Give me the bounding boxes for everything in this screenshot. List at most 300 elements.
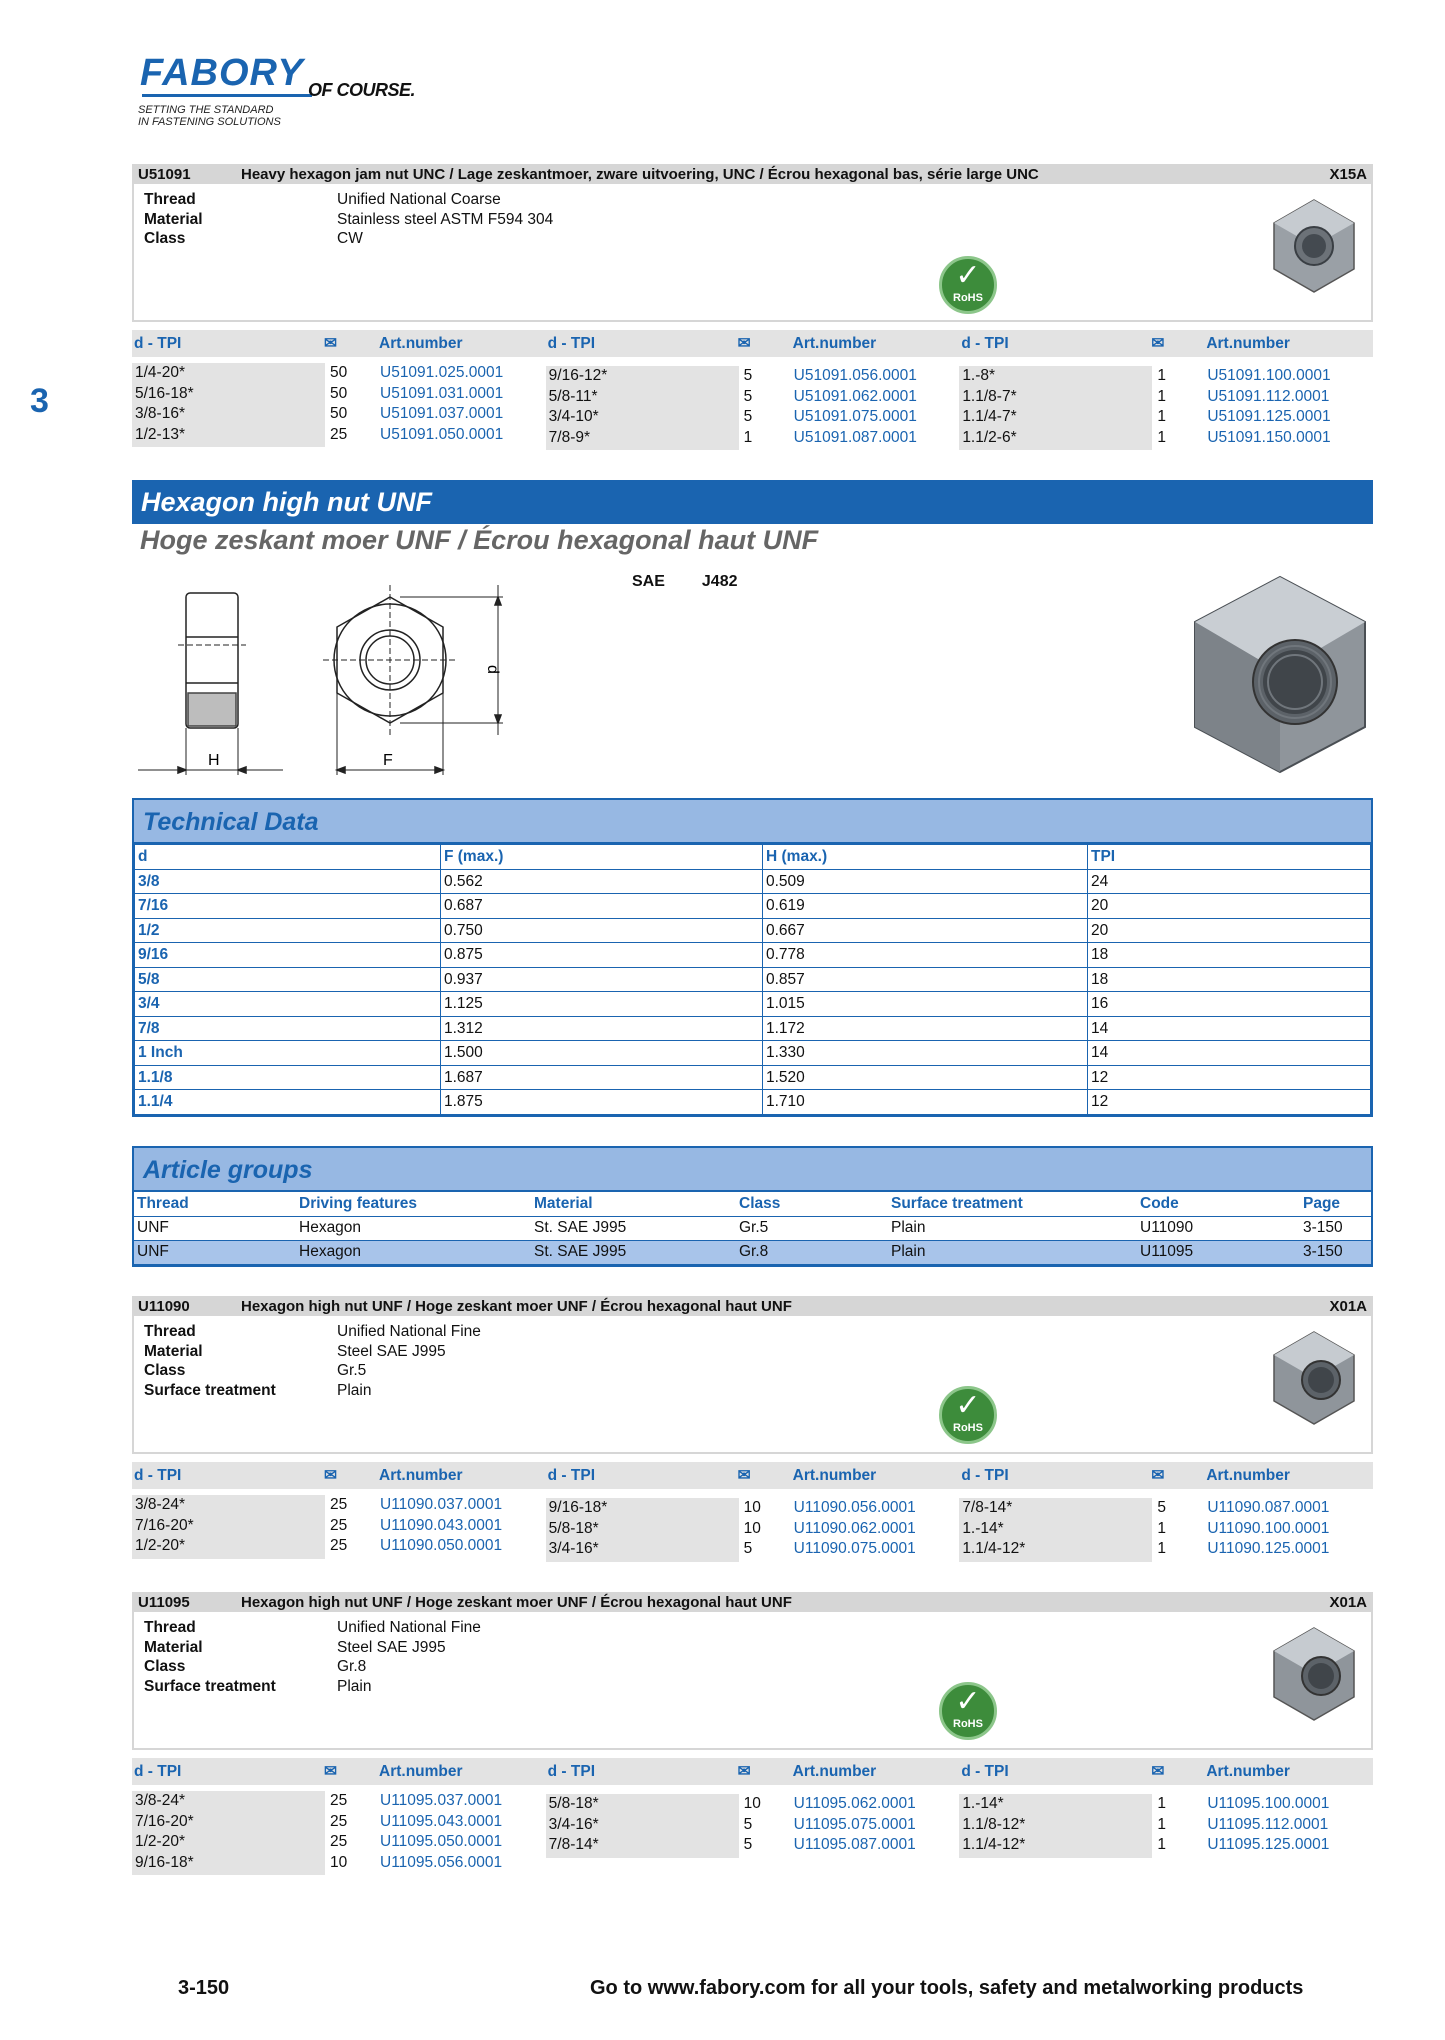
article-number-link[interactable]: U11090.100.0001 [1207,1519,1330,1537]
product-block-u11090 [132,1296,1373,1454]
std-value: J482 [701,573,738,590]
col-header-dtpi: d - TPI [547,1466,596,1484]
rohs-label: RoHS [953,1718,983,1730]
quantity-cell: 25 [330,1496,348,1514]
product-title: Hexagon high nut UNF / Hoge zeskant moer UNF / Écrou hexagonal haut UNF [241,1297,792,1315]
table-cell: 1.125 [441,992,763,1017]
order-column [132,363,546,445]
table-header-row [135,845,1371,870]
size-cell: 5/8-18* [548,1795,599,1813]
quantity-cell: 5 [743,408,753,426]
table-cell: 1.875 [441,1090,763,1115]
order-column [959,363,1373,445]
table-cell: Code [1137,1192,1300,1216]
prop-value: Stainless steel ASTM F594 304 [337,210,554,228]
prop-key: Material [144,1342,203,1360]
order-row [959,1835,1373,1856]
rohs-label: RoHS [953,1422,983,1434]
order-row [132,1832,546,1853]
table-cell: 1.710 [763,1090,1088,1115]
order-column [959,1791,1373,1873]
col-header-art: Art.number [1206,1466,1290,1484]
order-table-header [132,1462,1373,1489]
size-cell: 5/8-11* [548,387,598,405]
article-number-link[interactable]: U11095.062.0001 [793,1795,916,1813]
table-cell: 1.687 [441,1065,763,1090]
col-header-art: Art.number [379,334,463,352]
product-standard: X01A [1329,1297,1367,1315]
rohs-label: RoHS [953,292,983,304]
product-code: U51091 [138,165,191,183]
prop-key: Class [144,230,186,247]
hex-nut-photo [1269,1328,1359,1428]
product-properties [144,190,553,249]
prop-value: Gr.8 [337,1658,367,1675]
order-column [959,1495,1373,1557]
order-row [132,404,546,425]
table-cell: 5/8 [135,967,441,992]
article-number-link[interactable]: U11095.043.0001 [380,1812,503,1830]
prop-value: Steel SAE J995 [337,1342,446,1360]
order-row [959,1498,1373,1519]
prop-value: Plain [337,1381,372,1399]
table-cell: 0.937 [441,967,763,992]
quantity-cell: 1 [1157,1540,1166,1558]
article-number-link[interactable]: U51091.100.0001 [1207,367,1331,385]
prop-value: Unified National Fine [337,1323,481,1340]
order-column [546,1791,960,1873]
table-cell: 7/16 [135,894,441,919]
order-row [546,366,960,387]
size-cell: 9/16-18* [548,1499,608,1517]
package-icon: ✉ [737,335,751,352]
table-cell: 18 [1088,943,1371,968]
product-code: U11090 [138,1297,190,1315]
quantity-cell: 25 [330,1537,348,1555]
quantity-cell: 25 [330,1792,348,1810]
table-cell: F (max.) [441,845,763,870]
drawing-label-f: F [383,752,393,769]
order-column [132,1791,546,1873]
order-row [546,1794,960,1815]
table-cell: Hexagon [296,1240,531,1264]
size-cell: 1.-8* [962,367,996,385]
product-block-u51091 [132,164,1373,322]
hex-nut-photo [1269,196,1359,296]
product-standard: X15A [1329,165,1367,183]
size-cell: 1.-14* [962,1519,1004,1537]
col-header-dtpi: d - TPI [134,1466,182,1484]
drawing-label-h: H [208,752,220,769]
order-table-header [132,1758,1373,1785]
table-cell: 14 [1088,1016,1371,1041]
standard-reference [632,573,738,591]
table-cell: 1.172 [763,1016,1088,1041]
order-row [546,1498,960,1519]
table-cell: Hexagon [296,1216,531,1240]
table-row [135,1090,1371,1115]
table-cell: 0.875 [441,943,763,968]
rohs-badge-icon: ✓ RoHS [939,1682,997,1740]
table-cell: 1.500 [441,1041,763,1066]
table-row [135,943,1371,968]
table-cell: Plain [888,1240,1137,1264]
logo-underline [142,94,312,97]
table-row [134,1240,1371,1264]
article-number-link[interactable]: U11095.050.0001 [380,1833,503,1851]
table-cell: H (max.) [763,845,1088,870]
package-icon: ✉ [324,335,337,352]
std-label: SAE [632,573,665,590]
size-cell: 1.1/2-6* [962,428,1017,446]
article-number-link[interactable]: U11095.125.0001 [1207,1836,1330,1854]
prop-key: Material [144,1638,203,1656]
article-number-link[interactable]: U11095.112.0001 [1207,1815,1329,1833]
table-cell: 24 [1088,869,1371,894]
col-header-art: Art.number [379,1762,463,1780]
table-cell: Material [531,1192,736,1216]
page-number: 3-150 [178,1977,230,1999]
order-table-u11090 [132,1462,1373,1557]
product-header [132,164,1373,184]
package-icon: ✉ [1151,1763,1165,1780]
hex-nut-photo [1185,572,1375,782]
article-number-link[interactable]: U51091.125.0001 [1207,408,1331,426]
package-icon: ✉ [1151,335,1165,352]
table-cell: 1/2 [135,918,441,943]
tagline-line-1: SETTING THE STANDARD [138,104,274,116]
article-number-link[interactable]: U11095.100.0001 [1207,1795,1330,1813]
prop-key: Class [144,1658,186,1675]
table-row [135,1016,1371,1041]
article-number-link[interactable]: U51091.150.0001 [1207,428,1331,446]
prop-key: Thread [144,191,196,208]
prop-key: Thread [144,1619,196,1636]
table-cell: 1.015 [763,992,1088,1017]
size-cell: 7/8-14* [548,1836,599,1854]
quantity-cell: 50 [330,384,348,402]
quantity-cell: 5 [743,367,753,385]
col-header-art: Art.number [792,1762,877,1780]
product-block-u11095 [132,1592,1373,1750]
size-cell: 3/4-16* [548,1540,599,1558]
order-table-body [132,363,1373,445]
order-row [132,1812,546,1833]
quantity-cell: 25 [330,1812,348,1830]
order-column [132,1495,546,1557]
table-cell: 12 [1088,1065,1371,1090]
product-code: U11095 [138,1593,190,1611]
col-header-art: Art.number [792,334,877,352]
table-cell: 9/16 [135,943,441,968]
quantity-cell: 1 [1157,1836,1166,1854]
table-cell: Class [736,1192,888,1216]
article-number-link[interactable]: U11095.056.0001 [380,1853,503,1871]
product-standard: X01A [1329,1593,1367,1611]
size-cell: 3/4-16* [548,1815,599,1833]
order-table-header [132,330,1373,357]
order-row [132,363,546,384]
table-cell: Gr.5 [736,1216,888,1240]
article-number-link[interactable]: U11095.087.0001 [793,1836,916,1854]
col-header-dtpi: d - TPI [134,334,182,352]
article-number-link[interactable]: U11090.056.0001 [793,1499,916,1517]
size-cell: 9/16-18* [135,1853,194,1871]
quantity-cell: 1 [1157,367,1166,385]
quantity-cell: 25 [330,425,348,443]
table-cell: 1.312 [441,1016,763,1041]
article-number-link[interactable]: U11090.087.0001 [1207,1499,1330,1517]
article-number-link[interactable]: U11090.050.0001 [380,1537,503,1555]
article-groups-table [134,1192,1371,1265]
order-row [132,1516,546,1537]
table-cell: 0.619 [763,894,1088,919]
quantity-cell: 1 [1157,1795,1166,1813]
table-cell: 1.1/4 [135,1090,441,1115]
table-cell: 0.667 [763,918,1088,943]
size-cell: 1/2-20* [135,1537,185,1555]
table-row [135,1065,1371,1090]
package-icon: ✉ [737,1467,751,1484]
table-cell: Driving features [296,1192,531,1216]
article-number-link[interactable]: U51091.112.0001 [1207,387,1330,405]
table-header-row [134,1192,1371,1216]
order-row [959,366,1373,387]
size-cell: 3/8-24* [135,1792,185,1810]
technical-data-table [134,844,1371,1115]
drawing-label-d: d [484,665,501,674]
order-row [546,1835,960,1856]
table-cell: 0.857 [763,967,1088,992]
size-cell: 7/16-20* [135,1516,194,1534]
col-header-dtpi: d - TPI [961,334,1009,352]
size-cell: 1.1/4-7* [962,408,1017,426]
col-header-dtpi: d - TPI [961,1762,1009,1780]
prop-key: Material [144,210,203,228]
package-icon: ✉ [324,1763,337,1780]
article-number-link[interactable]: U11090.075.0001 [793,1540,916,1558]
quantity-cell: 25 [330,1516,348,1534]
table-cell: Surface treatment [888,1192,1137,1216]
table-row [135,992,1371,1017]
product-title: Hexagon high nut UNF / Hoge zeskant moer UNF / Écrou hexagonal haut UNF [241,1593,792,1611]
size-cell: 7/8-14* [962,1499,1013,1517]
table-cell: 0.509 [763,869,1088,894]
article-number-link[interactable]: U51091.037.0001 [380,405,504,423]
order-row [959,407,1373,428]
order-row [546,1539,960,1560]
size-cell: 1.-14* [962,1795,1004,1813]
order-table-body [132,1495,1373,1557]
rohs-badge-icon: ✓ RoHS [939,256,997,314]
table-row [135,1041,1371,1066]
table-row [135,894,1371,919]
table-cell: 20 [1088,918,1371,943]
brand-of-course: OF COURSE. [308,80,416,100]
article-number-link[interactable]: U11090.037.0001 [380,1496,503,1514]
size-cell: 1/2-13* [135,425,185,443]
table-cell: 0.750 [441,918,763,943]
article-number-link[interactable]: U11090.062.0001 [793,1519,916,1537]
table-cell: 0.778 [763,943,1088,968]
article-number-link[interactable]: U51091.025.0001 [380,364,504,382]
package-icon: ✉ [1151,1467,1165,1484]
col-header-art: Art.number [1206,1762,1290,1780]
article-number-link[interactable]: U11095.075.0001 [793,1815,916,1833]
col-header-dtpi: d - TPI [547,1762,596,1780]
table-cell: St. SAE J995 [531,1216,736,1240]
article-number-link[interactable]: U51091.087.0001 [793,428,917,446]
footer-text: Go to www.fabory.com for all your tools, safety and metalworking products [590,1977,1304,1999]
table-cell: Plain [888,1216,1137,1240]
table-cell: 1.330 [763,1041,1088,1066]
article-groups-panel [132,1146,1373,1267]
quantity-cell: 10 [743,1499,761,1517]
table-cell: Thread [134,1192,296,1216]
table-cell: 7/8 [135,1016,441,1041]
fabory-logo [138,52,458,132]
article-groups-title: Article groups [134,1148,1371,1192]
article-number-link[interactable]: U11090.043.0001 [380,1516,503,1534]
technical-drawing [138,585,518,785]
order-row [546,428,960,449]
table-cell: 3/8 [135,869,441,894]
table-cell: St. SAE J995 [531,1240,736,1264]
prop-value: CW [337,230,363,247]
chapter-number: 3 [30,382,49,420]
size-cell: 7/16-20* [135,1812,194,1830]
order-row [546,387,960,408]
quantity-cell: 10 [743,1795,761,1813]
table-row [135,967,1371,992]
size-cell: 1.1/4-12* [962,1540,1026,1558]
prop-value: Unified National Fine [337,1619,481,1636]
size-cell: 5/16-18* [135,384,194,402]
table-cell: TPI [1088,845,1371,870]
order-table-body [132,1791,1373,1873]
article-number-link[interactable]: U51091.062.0001 [793,387,917,405]
article-number-link[interactable]: U11090.125.0001 [1207,1540,1330,1558]
section-title: Hexagon high nut UNF [132,480,1373,524]
order-row [132,384,546,405]
table-cell: U11095 [1137,1240,1300,1264]
tagline-line-2: IN FASTENING SOLUTIONS [138,116,281,128]
quantity-cell: 1 [1157,408,1166,426]
product-details-box [132,1612,1373,1750]
table-cell: UNF [134,1216,296,1240]
size-cell: 1.1/4-12* [962,1836,1026,1854]
section-subtitle: Hoge zeskant moer UNF / Écrou hexagonal haut UNF [140,525,819,555]
table-cell: Gr.8 [736,1240,888,1264]
table-cell: UNF [134,1240,296,1264]
article-number-link[interactable]: U51091.056.0001 [793,367,917,385]
table-cell: 14 [1088,1041,1371,1066]
quantity-cell: 5 [743,1540,753,1558]
prop-value: Plain [337,1677,372,1695]
article-number-link[interactable]: U51091.031.0001 [380,384,504,402]
order-row [959,1815,1373,1836]
table-row [135,918,1371,943]
size-cell: 3/4-10* [548,408,599,426]
quantity-cell: 50 [330,364,348,382]
article-number-link[interactable]: U51091.075.0001 [793,408,917,426]
product-properties [144,1322,481,1400]
order-row [132,1791,546,1812]
prop-value: Steel SAE J995 [337,1638,446,1656]
table-cell: 3-150 [1300,1240,1371,1264]
quantity-cell: 5 [743,1836,753,1854]
package-icon: ✉ [324,1467,337,1484]
order-table-u51091 [132,330,1373,445]
quantity-cell: 50 [330,405,348,423]
size-cell: 1/4-20* [135,364,185,382]
table-cell: 1.520 [763,1065,1088,1090]
brand-tagline [138,104,281,128]
size-cell: 7/8-9* [548,428,591,446]
size-cell: 5/8-18* [548,1519,599,1537]
order-row [546,407,960,428]
col-header-dtpi: d - TPI [134,1762,182,1780]
hex-nut-photo [1269,1624,1359,1724]
product-properties [144,1618,481,1696]
order-row [959,1794,1373,1815]
product-header [132,1592,1373,1612]
table-row [134,1216,1371,1240]
rohs-badge-icon: ✓ RoHS [939,1386,997,1444]
quantity-cell: 1 [1157,1519,1166,1537]
quantity-cell: 10 [330,1853,348,1871]
order-row [959,1539,1373,1560]
col-header-dtpi: d - TPI [547,334,596,352]
prop-key: Surface treatment [144,1381,276,1399]
order-column [546,1495,960,1557]
size-cell: 1/2-20* [135,1833,185,1851]
order-row [132,1536,546,1557]
table-cell: d [135,845,441,870]
quantity-cell: 10 [743,1519,761,1537]
col-header-art: Art.number [1206,334,1290,352]
prop-key: Class [144,1362,186,1379]
brand-name: FABORY [140,52,304,94]
size-cell: 1.1/8-12* [962,1815,1026,1833]
order-row [132,1495,546,1516]
prop-value: Unified National Coarse [337,191,501,208]
technical-data-panel [132,798,1373,1117]
size-cell: 3/8-16* [135,405,185,423]
col-header-art: Art.number [792,1466,877,1484]
table-cell: 20 [1088,894,1371,919]
package-icon: ✉ [737,1763,751,1780]
quantity-cell: 1 [1157,387,1166,405]
article-number-link[interactable]: U51091.050.0001 [380,425,504,443]
quantity-cell: 25 [330,1833,348,1851]
product-title: Heavy hexagon jam nut UNC / Lage zeskantmoer, zware uitvoering, UNC / Écrou hexagonal bas, série large UNC [241,165,1039,183]
quantity-cell: 1 [743,428,753,446]
col-header-art: Art.number [379,1466,463,1484]
size-cell: 3/8-24* [135,1496,185,1514]
order-row [959,1519,1373,1540]
technical-data-title: Technical Data [134,800,1371,844]
prop-value: Gr.5 [337,1362,367,1379]
quantity-cell: 1 [1157,1815,1166,1833]
quantity-cell: 1 [1157,428,1166,446]
table-cell: 3/4 [135,992,441,1017]
table-cell: 12 [1088,1090,1371,1115]
quantity-cell: 5 [743,387,753,405]
article-number-link[interactable]: U11095.037.0001 [380,1792,503,1810]
col-header-dtpi: d - TPI [961,1466,1009,1484]
table-cell: 1 Inch [135,1041,441,1066]
